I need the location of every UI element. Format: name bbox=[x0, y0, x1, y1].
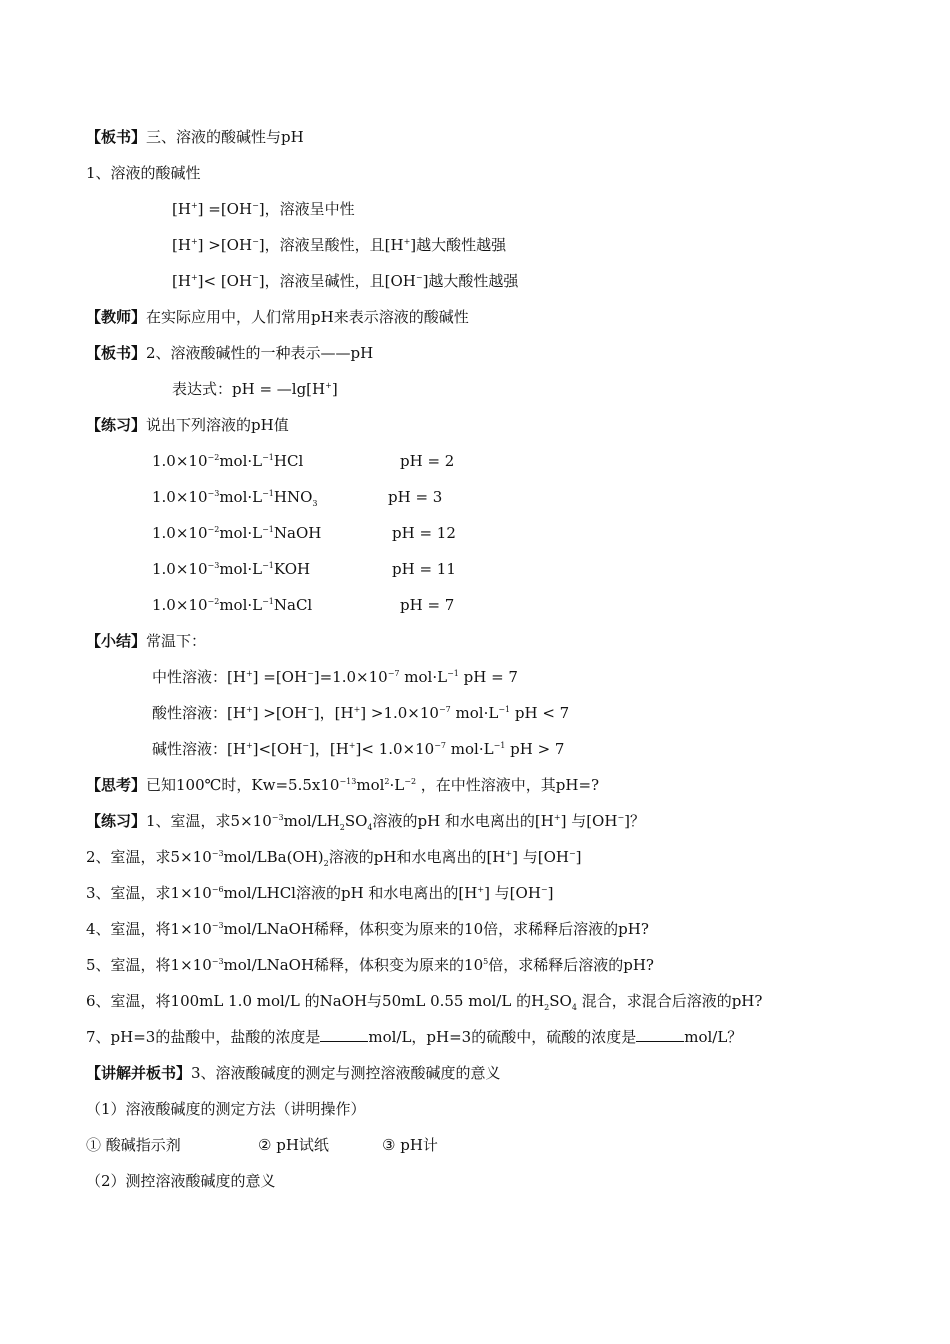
board-heading-2: 【板书】2、溶液酸碱性的一种表示——pH bbox=[86, 344, 374, 362]
heading-text: 三、溶液的酸碱性与pH bbox=[146, 128, 304, 146]
ph-row-3-value: pH = 12 bbox=[392, 524, 456, 542]
ph-row-4-value: pH = 11 bbox=[392, 560, 456, 578]
ph-row-3-solution: $1.0\times 10^{-2}mol\cdot L^{-1}NaOH$ bbox=[152, 524, 322, 542]
summary-heading: 【小结】常温下： bbox=[86, 632, 207, 650]
ph-row-1-value: pH = 2 bbox=[400, 452, 455, 470]
acid-base-line-3: [H+]< [OH−]，溶液呈碱性，且[OH−]越大酸性越强 bbox=[172, 272, 519, 290]
ph-row-5-value: pH = 7 bbox=[400, 596, 455, 614]
ph-row-4-solution: $1.0\times 10^{-3}mol\cdot L^{-1}KOH$ bbox=[152, 560, 311, 578]
exercise-3: 3、室温，求$1\times 10^{-6}mol$/LHCl溶液的pH 和水电离出的[H+] 与[OH−] bbox=[86, 884, 554, 902]
board-heading-1 bbox=[86, 127, 304, 147]
exercise-2: 2、室温，求$5\times 10^{-3}mol/LBa(OH)_2$溶液的pH和水电离出的[H+] 与[OH−] bbox=[86, 848, 582, 868]
ph-expression: 表达式：pH = —lg[H+] bbox=[172, 380, 338, 398]
method-ph-meter: ③ pH计 bbox=[382, 1136, 438, 1154]
answer-blank-2[interactable] bbox=[636, 1027, 684, 1042]
exercise-5: 5、室温，将$1\times 10^{-3}mol$/LNaOH稀释，体积变为原来的$10^5$倍，求稀释后溶液的pH? bbox=[86, 956, 654, 974]
exercise-4: 4、室温，将$1\times 10^{-3}mol$/LNaOH稀释，体积变为原来的10倍，求稀释后溶液的pH? bbox=[86, 920, 649, 938]
ph-row-2-value: pH = 3 bbox=[388, 488, 443, 506]
acid-base-line-1: [H+] =[OH−]，溶液呈中性 bbox=[172, 200, 355, 218]
significance-title: （2）测控溶液酸碱度的意义 bbox=[86, 1172, 276, 1190]
measure-method-title: （1）溶液酸碱度的测定方法（讲明操作） bbox=[86, 1100, 366, 1118]
exercise-7: 7、pH=3的盐酸中，盐酸的浓度是 mol/L，pH=3的硫酸中，硫酸的浓度是 mol/L？ bbox=[86, 1028, 743, 1046]
think-question: 【思考】已知100℃时，$Kw=5.5x10^{-13}mol^2\cdot L^{-2}$ ，在中性溶液中，其pH=? bbox=[86, 776, 600, 794]
acid-base-line-2: [H+] >[OH−]，溶液呈酸性，且[H+]越大酸性越强 bbox=[172, 236, 507, 254]
tag-board: 【板书】 bbox=[86, 128, 147, 146]
summary-acidic: 酸性溶液：[H+] >[OH−]，$[H^+] >1.0\times 10^{-7}$ $mol\cdot L^{-1}$ pH < 7 bbox=[152, 704, 570, 722]
lecture-heading: 【讲解并板书】3、溶液酸碱度的测定与测控溶液酸碱度的意义 bbox=[86, 1064, 501, 1082]
answer-blank-1[interactable] bbox=[320, 1027, 368, 1042]
exercise-6: 6、室温，将100mL 1.0 mol/L 的NaOH与50mL 0.55 mol/L 的$H_2SO_4$ 混合，求混合后溶液的pH? bbox=[86, 992, 763, 1012]
practice-heading: 【练习】说出下列溶液的pH值 bbox=[86, 416, 289, 434]
ph-row-2-solution: $1.0\times 10^{-3}mol\cdot L^{-1}HNO_3$ bbox=[152, 488, 318, 508]
summary-basic: 碱性溶液：[H+]<[OH−]，$[H^+]< 1.0\times 10^{-7}$ $mol\cdot L^{-1}$ pH > 7 bbox=[152, 740, 565, 758]
method-ph-paper: ② pH试纸 bbox=[258, 1136, 329, 1154]
ph-row-5-solution: $1.0\times 10^{-2}mol\cdot L^{-1}NaCl$ bbox=[152, 596, 313, 614]
section-1-title: 1、溶液的酸碱性 bbox=[86, 164, 201, 182]
exercise-1: 【练习】1、室温，求$5\times 10^{-3}mol/LH_2SO_4$溶液的pH 和水电离出的[H+] 与[OH−]？ bbox=[86, 812, 645, 832]
teacher-line: 【教师】在实际应用中，人们常用pH来表示溶液的酸碱性 bbox=[86, 308, 469, 326]
summary-neutral: 中性溶液：$[H^+] =[OH^-]=1.0\times 10^{-7}$ $mol\cdot L^{-1}$ pH = 7 bbox=[152, 668, 518, 686]
method-indicator: ① 酸碱指示剂 bbox=[86, 1136, 181, 1154]
ph-row-1-solution: $1.0\times 10^{-2}mol\cdot L^{-1}HCl$ bbox=[152, 452, 304, 470]
